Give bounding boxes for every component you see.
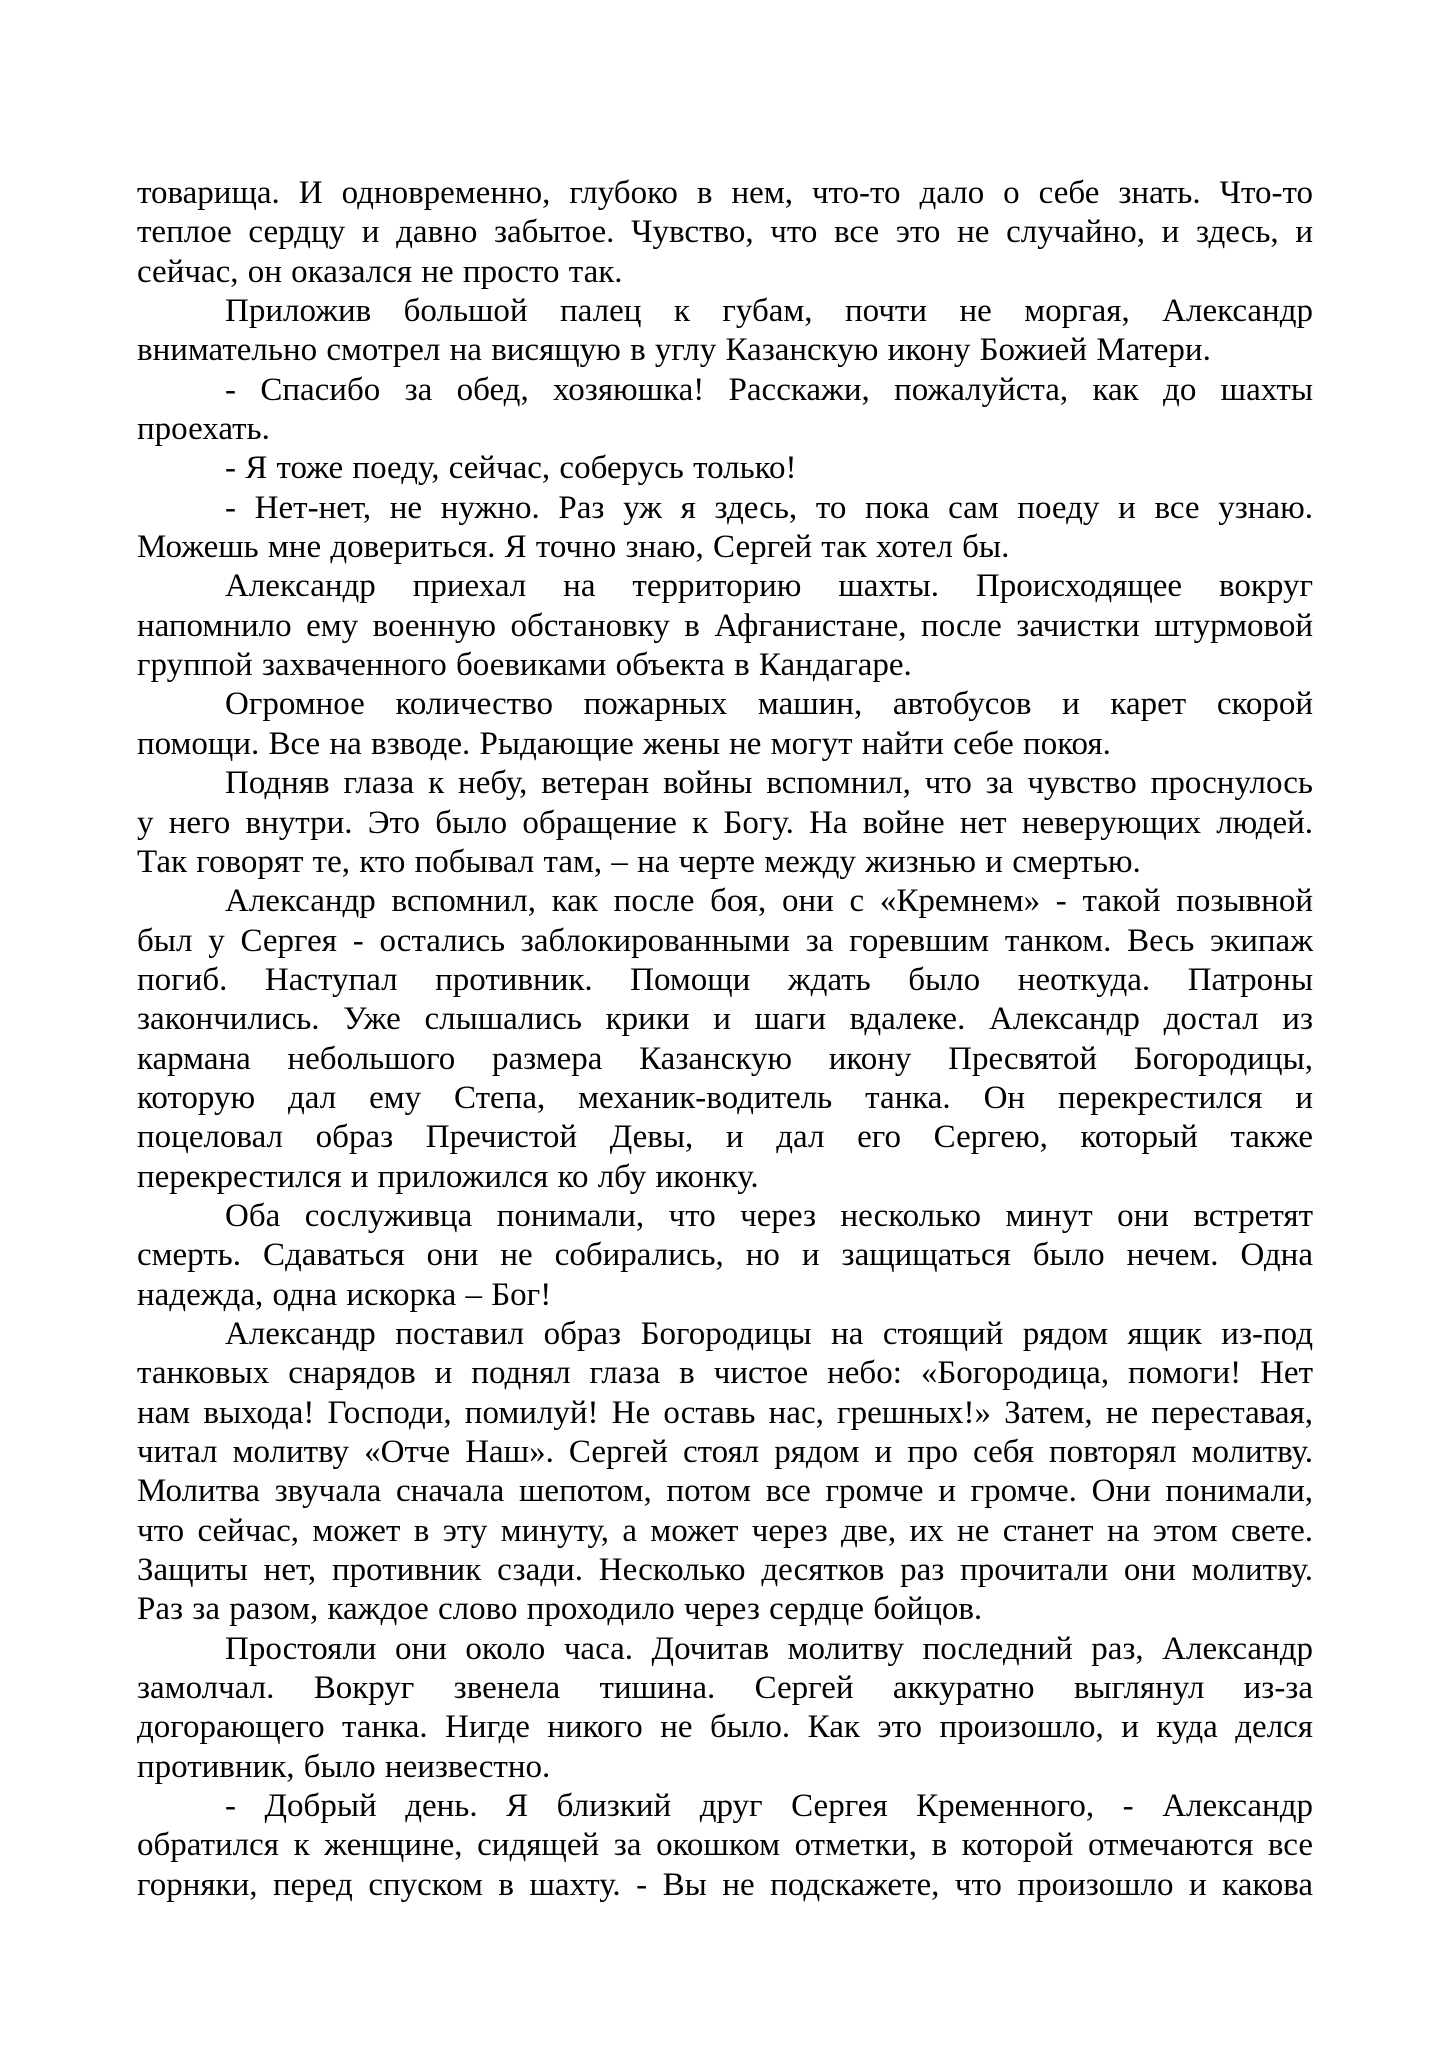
text-line: у него внутри. Это было обращение к Богу. На войне нет неверующих людей. (137, 804, 1313, 841)
text-line: Александр вспомнил, как после боя, они с «Кремнем» - такой позывной (225, 883, 1313, 920)
text-line: Огромное количество пожарных машин, автобусов и карет скорой (225, 686, 1313, 723)
text-line: читал молитву «Отче Наш». Сергей стоял рядом и про себя повторял молитву. (137, 1434, 1313, 1470)
text-line: Александр приехал на территорию шахты. Происходящее вокруг (225, 568, 1313, 605)
paragraph (137, 764, 1313, 882)
text-line: Так говорят те, кто побывал там, – на черте между жизнью и смертью. (137, 843, 1141, 880)
paragraph (137, 685, 1313, 764)
paragraph (137, 567, 1313, 685)
text-line: нам выхода! Господи, помилуй! Не оставь нас, грешных!» Затем, не переставая, (137, 1394, 1313, 1431)
text-line: поцеловал образ Пречистой Девы, и дал его Сергею, который также (137, 1119, 1313, 1156)
text-line: проехать. (137, 411, 270, 448)
text-line: сейчас, он оказался не просто так. (137, 253, 623, 290)
text-line: Оба сослуживца понимали, что через несколько минут они встретят (225, 1197, 1313, 1234)
text-line: перекрестился и приложился ко лбу иконку. (137, 1158, 759, 1195)
text-line: Подняв глаза к небу, ветеран войны вспомнил, что за чувство проснулось (225, 765, 1313, 802)
text-line: внимательно смотрел на висящую в углу Казанскую икону Божией Матери. (137, 332, 1211, 369)
text-column (137, 174, 1313, 1905)
text-line: обратился к женщине, сидящей за окошком отметки, в которой отмечаются все (137, 1827, 1313, 1864)
paragraph-dialogue (137, 449, 1313, 488)
paragraph (137, 1315, 1313, 1630)
text-line: что сейчас, может в эту минуту, а может через две, их не станет на этом свете. (137, 1512, 1313, 1549)
paragraph (137, 882, 1313, 1197)
text-line: Раз за разом, каждое слово проходило через сердце бойцов. (137, 1591, 983, 1628)
paragraph-dialogue (137, 1787, 1313, 1905)
text-line: - Я тоже поеду, сейчас, соберусь только! (225, 450, 797, 487)
text-line: группой захваченного боевиками объекта в Кандагаре. (137, 647, 912, 684)
text-line: теплое сердцу и давно забытое. Чувство, что все это не случайно, и здесь, и (137, 214, 1313, 251)
text-line: Защиты нет, противник сзади. Несколько десятков раз прочитали они молитву. (137, 1552, 1313, 1589)
paragraph (137, 174, 1313, 292)
text-line: догорающего танка. Нигде никого не было. Как это произошло, и куда делся (137, 1709, 1313, 1746)
text-line: которую дал ему Степа, механик-водитель танка. Он перекрестился и (137, 1079, 1313, 1116)
text-line: товарища. И одновременно, глубоко в нем, что-то дало о себе знать. Что-то (137, 175, 1313, 211)
paragraph-dialogue (137, 489, 1313, 568)
text-line: кармана небольшого размера Казанскую икону Пресвятой Богородицы, (137, 1040, 1313, 1077)
paragraph (137, 292, 1313, 371)
paragraph (137, 1630, 1313, 1787)
text-line: - Спасибо за обед, хозяюшка! Расскажи, пожалуйста, как до шахты (225, 371, 1313, 408)
text-line: Приложив большой палец к губам, почти не моргая, Александр (225, 293, 1313, 330)
text-line: замолчал. Вокруг звенела тишина. Сергей аккуратно выглянул из-за (137, 1670, 1313, 1707)
text-line: Александр поставил образ Богородицы на стоящий рядом ящик из-под (225, 1315, 1313, 1352)
text-line: Молитва звучала сначала шепотом, потом все громче и громче. Они понимали, (137, 1473, 1313, 1510)
text-line: помощи. Все на взводе. Рыдающие жены не могут найти себе покоя. (137, 725, 1111, 762)
text-line: Простояли они около часа. Дочитав молитву последний раз, Александр (225, 1630, 1313, 1667)
text-line: - Нет-нет, не нужно. Раз уж я здесь, то пока сам поеду и все узнаю. (225, 489, 1313, 526)
text-line: - Добрый день. Я близкий друг Сергея Кременного, - Александр (225, 1788, 1313, 1825)
paragraph (137, 1197, 1313, 1315)
text-line: напомнило ему военную обстановку в Афганистане, после зачистки штурмовой (137, 607, 1313, 644)
paragraph-dialogue (137, 371, 1313, 450)
text-line: танковых снарядов и поднял глаза в чистое небо: «Богородица, помоги! Нет (137, 1355, 1313, 1392)
text-line: смерть. Сдаваться они не собирались, но и защищаться было нечем. Одна (137, 1237, 1313, 1274)
text-line: горняки, перед спуском в шахту. - Вы не подскажете, что произошло и какова (137, 1866, 1313, 1903)
text-line: надежда, одна искорка – Бог! (137, 1276, 552, 1313)
text-line: был у Сергея - остались заблокированными за горевшим танком. Весь экипаж (137, 922, 1313, 959)
text-line: противник, было неизвестно. (137, 1748, 551, 1785)
text-line: погиб. Наступал противник. Помощи ждать было неоткуда. Патроны (137, 961, 1313, 998)
text-line: Можешь мне довериться. Я точно знаю, Сергей так хотел бы. (137, 529, 1010, 566)
text-line: закончились. Уже слышались крики и шаги вдалеке. Александр достал из (137, 1001, 1313, 1038)
